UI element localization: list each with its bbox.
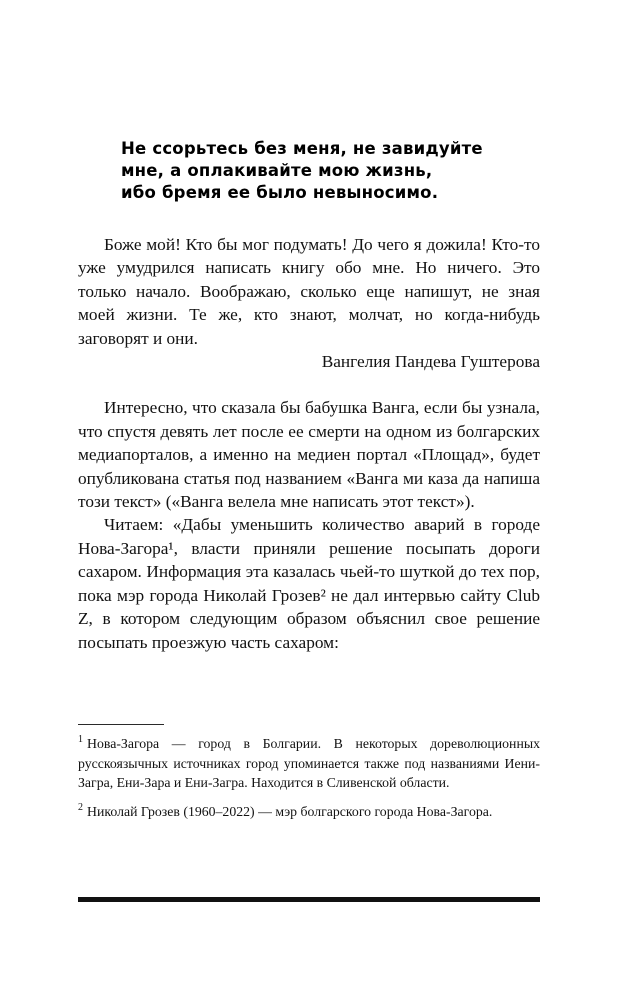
footnotes-section [78,724,540,830]
footnote-marker: 1 [78,734,83,746]
attribution: Вангелия Пандева Гуштерова [321,352,540,372]
footnote [78,734,540,793]
bottom-rule [78,897,540,902]
body-text [78,233,540,654]
epigraph-line: мне, а оплакивайте мою жизнь, [121,161,433,180]
footnote-text: Нова-Загора — город в Болгарии. В некоторых дореволюционных русскоязычных источниках город упоминается также под названиями Иени-Загра, Ени-Зара и Ени-Загра. Находится в Сливенской области. [78,736,540,790]
paragraph-article: Читаем: «Дабы уменьшить количество аварий в городе Нова-Загора¹, власти приняли решение посыпать дороги сахаром. Информация эта казалась чьей-то шуткой до тех пор, пока мэр города Николай Грозев² не дал интервью сайту Club Z, в котором следующим образом объяснил свое решение посыпать проезжую часть сахаром: [78,515,540,652]
epigraph [121,138,521,204]
epigraph-line: ибо бремя ее было невыносимо. [121,183,439,202]
paragraph-quote: Боже мой! Кто бы мог подумать! До чего я дожила! Кто-то уже умудрился написать книгу обо мне. Но ничего. Это только начало. Воображаю, сколько еще напишут, не зная моей жизни. Те же, кто знают, молчат, но когда-нибудь заговорят и они. [78,235,540,348]
footnote-text: Николай Грозев (1960–2022) — мэр болгарского города Нова-Загора. [87,803,493,819]
epigraph-line: Не ссорьтесь без меня, не завидуйте [121,139,483,158]
footnote-separator [78,724,164,725]
paragraph-intro: Интересно, что сказала бы бабушка Ванга, если бы узнала, что спустя девять лет после ее смерти на одном из болгарских медиапорталов, а именно на медиен портал «Площад», будет опубликована статья под названием «Ванга ми каза да напиша този текст» («Ванга велела мне написать этот текст»). [78,398,540,512]
footnote [78,802,540,822]
footnote-marker: 2 [78,801,83,813]
